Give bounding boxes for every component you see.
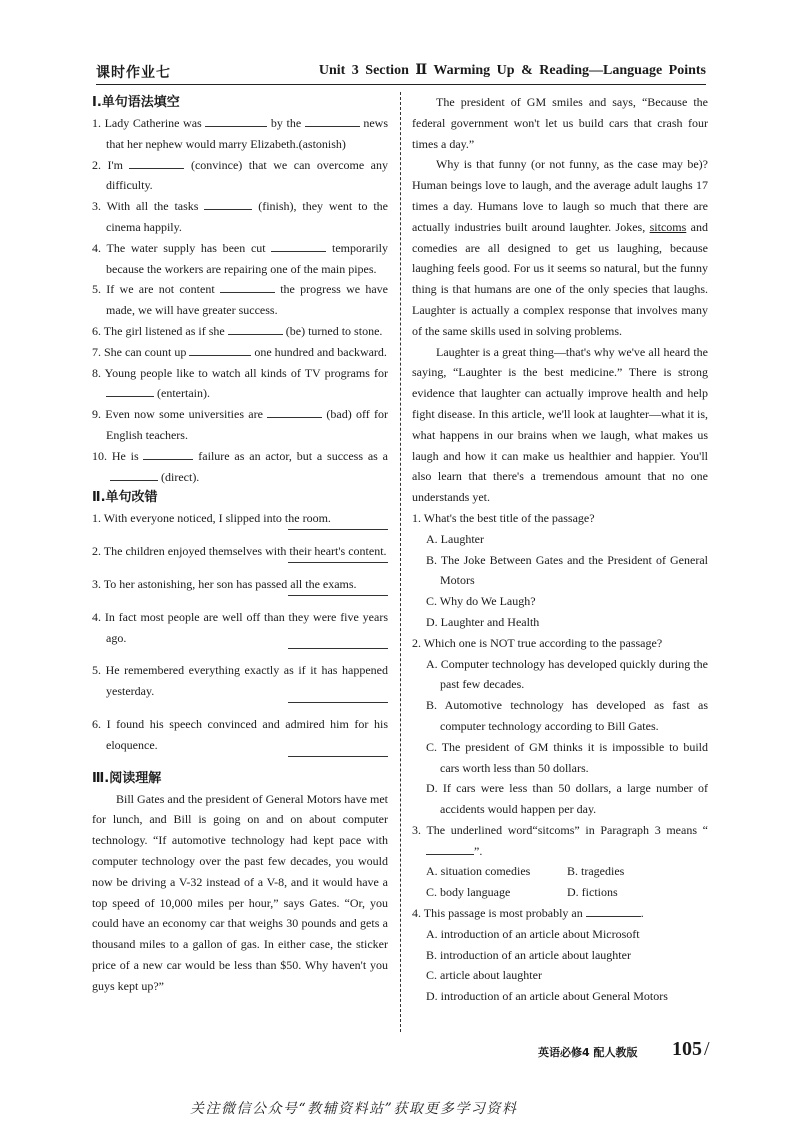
correction-question-3: 3. To her astonishing, her son has passed all the exams. xyxy=(92,576,357,591)
correction-question-6: 6. I found his speech convinced and admired him for his eloquence. xyxy=(92,716,388,752)
page-header xyxy=(96,60,706,85)
option-row xyxy=(412,882,708,903)
page-number: 105 xyxy=(672,1038,702,1060)
option-a[interactable]: A. situation comedies xyxy=(426,864,531,879)
homework-title: 课时作业七 xyxy=(96,65,171,81)
answer-line[interactable] xyxy=(92,702,388,710)
option-c[interactable]: C. Why do We Laugh? xyxy=(426,594,536,609)
option-d[interactable]: D. introduction of an article about General Motors xyxy=(426,989,668,1004)
answer-blank[interactable] xyxy=(426,842,474,855)
answer-blank[interactable] xyxy=(205,114,267,127)
page-footer xyxy=(538,1040,708,1062)
book-title: 英语必修4 配人教版 xyxy=(538,1046,638,1059)
grammar-question-9: 9. Even now some universities are (bad) off for English teachers. xyxy=(92,407,389,442)
column-divider xyxy=(400,92,401,1032)
option-b[interactable]: B. tragedies xyxy=(567,864,625,879)
grammar-question-1: 1. Lady Catherine was by the news that her nephew would marry Elizabeth.(astonish) xyxy=(92,116,388,151)
answer-blank[interactable] xyxy=(129,156,184,169)
answer-line[interactable] xyxy=(92,756,388,764)
reading-paragraph-2: The president of GM smiles and says, “Because the federal government won't let us build cars that crash four times a day.” xyxy=(412,95,708,151)
correction-question-2: 2. The children enjoyed themselves with their heart's content. xyxy=(92,544,387,559)
answer-line[interactable] xyxy=(92,529,388,537)
answer-blank[interactable] xyxy=(305,114,360,127)
option-c[interactable]: C. body language xyxy=(426,885,511,900)
option-d[interactable]: D. fictions xyxy=(567,885,618,900)
answer-blank[interactable] xyxy=(267,405,322,418)
reading-question-3: 3. The underlined word“sitcoms” in Paragraph 3 means “”. xyxy=(412,822,708,858)
reading-question-2: 2. Which one is NOT true according to the passage? xyxy=(412,635,663,650)
wechat-note: 关注微信公众号“教辅资料站”获取更多学习资料 xyxy=(190,1101,518,1117)
option-row xyxy=(412,861,708,882)
option-b[interactable]: B. The Joke Between Gates and the President of General Motors xyxy=(426,552,708,588)
grammar-question-10: 10. He is failure as an actor, but a success as a (direct). xyxy=(92,448,388,484)
grammar-question-7: 7. She can count up one hundred and backward. xyxy=(92,344,387,359)
option-d[interactable]: D. If cars were less than 50 dollars, a large number of accidents would happen per day. xyxy=(426,781,708,817)
right-column xyxy=(412,92,708,1007)
left-column xyxy=(92,92,388,996)
correction-question-1: 1. With everyone noticed, I slipped into the room. xyxy=(92,511,331,526)
answer-blank[interactable] xyxy=(228,322,283,335)
reading-paragraph-4: Laughter is a great thing—that's why we've all heard the saying, “Laughter is the best medicine.” There is strong evidence that laughter can actually improve health and help fight disease. In this article, we'll look at laughter—what it is, what happens in our brains when we laugh, what makes us laugh and how it can make us healthier and happier. You'll also learn that there's a tremendous amount that no one understands yet. xyxy=(412,344,708,505)
grammar-question-6: 6. The girl listened as if she (be) turned to stone. xyxy=(92,323,383,338)
answer-line[interactable] xyxy=(92,562,388,570)
answer-blank[interactable] xyxy=(220,280,275,293)
correction-question-4: 4. In fact most people are well off than they were five years ago. xyxy=(92,609,388,645)
answer-blank[interactable] xyxy=(204,197,252,210)
option-a[interactable]: A. Computer technology has developed quickly during the past few decades. xyxy=(426,656,708,692)
answer-blank[interactable] xyxy=(143,447,193,460)
grammar-question-4: 4. The water supply has been cut temporarily because the workers are repairing one of the main pipes. xyxy=(92,240,388,276)
reading-paragraph-3: Why is that funny (or not funny, as the case may be)? Human beings love to laugh, and the average adult laughs 17 times a day. Humans love to laugh so much that there are actually industries built around laughter. Jokes, sitcoms and comedies are all designed to get us laughing, because laughing feels good. For us it seems so natural, but the funny thing is that humans are one of the only species that laughs. Laughter is actually a complex response that involves many of the same skills used in solving problems. xyxy=(412,157,708,338)
answer-blank[interactable] xyxy=(106,384,154,397)
option-b[interactable]: B. Automotive technology has developed as fast as computer technology according to Bill Gates. xyxy=(426,698,708,733)
section-2-title: Ⅱ.单句改错 xyxy=(92,490,158,506)
answer-line[interactable] xyxy=(92,648,388,656)
reading-question-1: 1. What's the best title of the passage? xyxy=(412,510,595,525)
page-slash: / xyxy=(704,1038,710,1060)
answer-blank[interactable] xyxy=(189,343,251,356)
grammar-question-5: 5. If we are not content the progress we have made, we will have greater success. xyxy=(92,282,388,318)
unit-section-title: Unit 3 Section Ⅱ Warming Up & Reading—Language Points xyxy=(318,63,706,78)
correction-question-5: 5. He remembered everything exactly as if it has happened yesterday. xyxy=(92,663,388,699)
grammar-question-3: 3. With all the tasks (finish), they went to the cinema happily. xyxy=(92,199,389,234)
answer-blank[interactable] xyxy=(271,239,326,252)
section-1-title: Ⅰ.单句语法填空 xyxy=(92,95,180,110)
answer-blank[interactable] xyxy=(586,904,641,917)
grammar-question-2: 2. I'm (convince) that we can overcome any difficulty. xyxy=(92,157,389,193)
reading-question-4: 4. This passage is most probably an . xyxy=(412,906,644,921)
option-c[interactable]: C. The president of GM thinks it is impossible to build cars worth less than 50 dollars. xyxy=(426,739,708,775)
option-a[interactable]: A. Laughter xyxy=(426,531,484,546)
option-d[interactable]: D. Laughter and Health xyxy=(426,614,540,629)
option-c[interactable]: C. article about laughter xyxy=(426,968,542,983)
underlined-word: sitcoms xyxy=(649,219,687,234)
option-b[interactable]: B. introduction of an article about laughter xyxy=(426,947,631,962)
grammar-question-8: 8. Young people like to watch all kinds of TV programs for (entertain). xyxy=(92,365,388,401)
answer-blank[interactable] xyxy=(110,468,158,481)
option-a[interactable]: A. introduction of an article about Microsoft xyxy=(426,926,640,941)
answer-line[interactable] xyxy=(92,595,388,603)
section-3-title: Ⅲ.阅读理解 xyxy=(92,770,162,786)
reading-paragraph-1: Bill Gates and the president of General Motors have met for lunch, and Bill is going on and on about computer technology. “If automotive technology had kept pace with computer technology over the past few decades, you would now be driving a V-32 instead of a V-8, and it would have a top speed of 10,000 miles per hour,” says Gates. “Or, you could have an economy car that weighs 30 pounds and gets a thousand miles to a gallon of gas. In either case, the sticker price of a new car would be less than $50. Why haven't you guys kept up?” xyxy=(92,791,388,993)
